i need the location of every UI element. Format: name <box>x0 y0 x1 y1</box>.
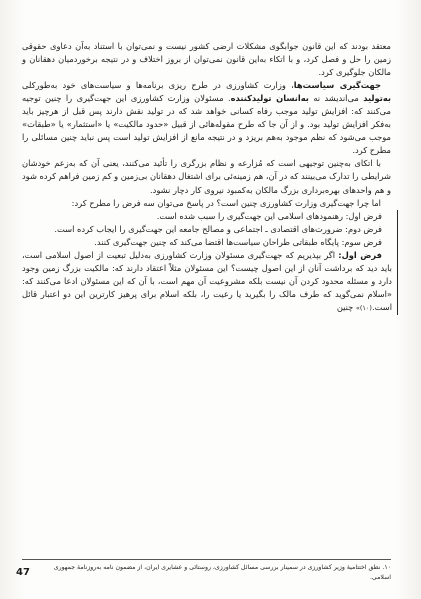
paragraph-policy-orientation <box>22 79 391 157</box>
hypothesis-one: فرض اول: رهنمودهای اسلامی این جهت‌گیری را سبب شده است. <box>156 210 382 221</box>
paragraph-first-hypothesis <box>22 249 392 315</box>
hypothesis-two: فرض دوم: ضرورت‌های اقتصادی ـ اجتماعی و مصالح جامعه این جهت‌گیری را ایجاب کرده است. <box>54 223 382 234</box>
hypothesis-three: فرض سوم: پایگاه طبقاتی طراحان سیاست‌ها اقتضا می‌کند که چنین جهت‌گیری کنند. <box>94 236 382 247</box>
paragraph-justification: با اتکای به‌چنین توجیهی است که مُزارعه و نظام بزرگری را تأئید می‌کنند، یعنی آن که به‌زعم خودشان شرایطی را تدارک می‌بینند که در آن، هم زمینه‌ئی برای اشتغال دهقانان بی‌زمین و کم زمین فراهم کرده شود و هم واحدهای بهره‌برداری بزرگ مالکان به‌کمبود نیروی کار دچار نشود. <box>21 158 391 195</box>
paragraph-lead-tail: ، وزارت کشاورزی در طرح ریزی برنامه‌ها و سیاست‌های خود به‌طورکلی <box>22 80 294 91</box>
emphasis-production: به‌تولید <box>363 93 391 104</box>
footnote-divider <box>22 559 391 560</box>
paragraph-continuation: معتقد بودند که این قانون جوابگوی مشکلات ارضی کشور نیست و نمی‌توان با استناد به‌آن دعاوی حقوقی زمین را حل و فصل کرد، و با اتکاء به‌این قانون نمی‌توان از بروز اختلاف و در نتیجه برخوردمیان دهقانان و مالکان جلوگیری کرد. <box>22 41 391 78</box>
page-number: 47 <box>16 567 30 578</box>
footnote-reference: (۱۰)» <box>355 303 372 312</box>
hypotheses-block <box>22 210 398 315</box>
paragraph-question: اما چرا جهت‌گیری وزارت کشاورزی چنین است؟ در پاسخ می‌توان سه فرض را مطرح کرد: <box>71 197 381 208</box>
emphasis-producer: به‌انسان تولیدکننده <box>230 93 309 104</box>
paragraph-mid: می‌اندیشد نه <box>313 93 359 104</box>
paragraph-lead: جهت‌گیری سیاست‌ها <box>293 80 381 91</box>
page-body <box>22 40 391 315</box>
paragraph-lead: فرض اول: <box>338 249 382 260</box>
paragraph-body: اگر بپذیریم که جهت‌گیری مسئولان وزارت کشاورزی به‌دلیل تبعیت از اصول اسلامی است، باید دید که برداشت آنان از این اصول چیست؟ این مسئولان مثلاً اعتقاد دارند که: مالکیت بزرگ زمین وجود دارد و مسئله محدود کردن آن نیست بلکه مشروعیت آن مهم است، با آن که این مسئولان ادعا می‌کنند که: «اسلام نمی‌گوید که طرف مالک را بگیرید یا رعیت را، بلکه اسلام برای پرهیز کارترین این دو اعتبار قائل است. <box>22 249 392 312</box>
footnote: ۱۰. نطق اختتامیهٔ وزیر کشاورزی در سمینار بررسی مسائل کشاورزی، روستائی و عشایری ایران، از مضمون نامه به‌روزنامهٔ جمهوری اسلامی. <box>53 564 391 581</box>
paragraph-rest: . مسئولان وزارت کشاورزی این جهت‌گیری را چنین توجیه می‌کنند که: افزایش تولید موجب رفاه کسانی خواهد شد که در تولید نقش دارند پس قبل از هرچیز باید به‌فکر افزایش تولید بود. و از آن جا که طرح مقوله‌هائی از قبیل «حدود مالکیت» یا «استثمار» یا «طبقات» موجب می‌شود که نظم موجود به‌هم بریزد و در نتیجه مانع از افزایش تولید است پس نباید چنین مسائلی را مطرح کرد. <box>22 93 391 156</box>
paragraph-end: چنین <box>336 301 356 312</box>
